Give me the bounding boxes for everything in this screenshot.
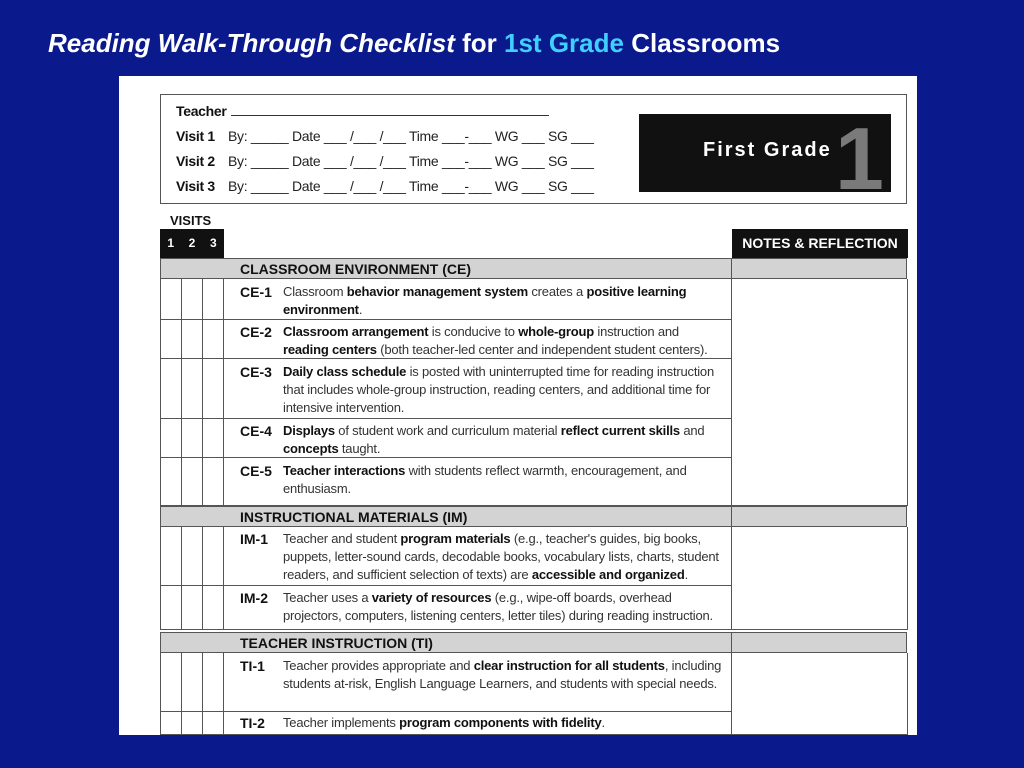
- visit-columns-header: [160, 229, 224, 258]
- first-grade-badge: [639, 109, 891, 208]
- visits-label: VISITS: [170, 213, 212, 228]
- item-description: Classroom behavior management system creates a positive learning environment.: [283, 284, 687, 317]
- slide-title: [48, 28, 780, 59]
- visit-fields-3: By: _____ Date ___ /___ /___ Time ___-___ WG ___ SG ___: [228, 178, 594, 194]
- title-part-2: for: [454, 28, 505, 58]
- title-part-4: Classrooms: [623, 28, 781, 58]
- section-label-ti: TEACHER INSTRUCTION (TI): [240, 635, 433, 651]
- notes-cell-ti[interactable]: [731, 653, 908, 735]
- visit-label-3: Visit 3: [176, 178, 215, 194]
- item-code: TI-2: [240, 715, 265, 731]
- item-code: CE-5: [240, 463, 272, 479]
- item-code: TI-1: [240, 658, 265, 674]
- item-description: Displays of student work and curriculum material reflect current skills and concepts taught.: [283, 423, 705, 456]
- visit-col-1: 1: [167, 236, 174, 250]
- visit-label-2: Visit 2: [176, 153, 215, 169]
- table-row: [160, 586, 732, 630]
- section-header-im: [160, 506, 907, 527]
- badge-number: 1: [835, 109, 884, 208]
- item-code: IM-1: [240, 531, 268, 547]
- visit-row-1: [176, 128, 594, 144]
- item-description: Teacher and student program materials (e.g., teacher's guides, big books, puppets, letter-sound cards, decodable books, vocabulary lists, charts, student readers, and sufficient selection of texts) are accessible and organized.: [283, 531, 719, 582]
- item-code: CE-2: [240, 324, 272, 340]
- table-row: [160, 419, 732, 458]
- table-row: [160, 653, 732, 712]
- item-description: Daily class schedule is posted with uninterrupted time for reading instruction that includes whole-group instruction, reading centers, and additional time for intensive intervention.: [283, 364, 714, 415]
- table-row: [160, 712, 732, 735]
- item-code: CE-4: [240, 423, 272, 439]
- visit-fields-2: By: _____ Date ___ /___ /___ Time ___-___ WG ___ SG ___: [228, 153, 594, 169]
- item-description: Teacher provides appropriate and clear instruction for all students, including students at-risk, English Language Learners, and students with special needs.: [283, 658, 722, 691]
- visit-fields-1: By: _____ Date ___ /___ /___ Time ___-___ WG ___ SG ___: [228, 128, 594, 144]
- table-row: [160, 320, 732, 359]
- item-code: IM-2: [240, 590, 268, 606]
- visit-row-3: [176, 178, 594, 194]
- table-row: [160, 359, 732, 419]
- teacher-line: [231, 103, 549, 116]
- badge-text: First Grade: [703, 139, 832, 161]
- table-row: [160, 527, 732, 586]
- item-description: Teacher interactions with students reflect warmth, encouragement, and enthusiasm.: [283, 463, 687, 496]
- item-code: CE-3: [240, 364, 272, 380]
- title-grade: 1st Grade: [504, 28, 624, 58]
- checklist-document: [119, 76, 917, 735]
- item-code: CE-1: [240, 284, 272, 300]
- visit-row-2: [176, 153, 594, 169]
- title-part-1: Reading Walk-Through Checklist: [48, 28, 455, 58]
- item-description: Classroom arrangement is conducive to whole-group instruction and reading centers (both teacher-led center and independent student centers).: [283, 324, 708, 357]
- teacher-label: Teacher: [176, 103, 227, 119]
- section-label-ce: CLASSROOM ENVIRONMENT (CE): [240, 261, 471, 277]
- visit-col-2: 2: [188, 236, 196, 250]
- notes-header: NOTES & REFLECTION: [732, 229, 908, 258]
- visit-label-1: Visit 1: [176, 128, 215, 144]
- item-description: Teacher implements program components with fidelity.: [283, 715, 605, 730]
- table-row: [160, 458, 732, 506]
- section-header-ce: [160, 258, 907, 279]
- notes-cell-im[interactable]: [731, 527, 908, 630]
- table-row: [160, 279, 732, 320]
- teacher-row: [176, 103, 549, 119]
- section-label-im: INSTRUCTIONAL MATERIALS (IM): [240, 509, 468, 525]
- item-description: Teacher uses a variety of resources (e.g., wipe-off boards, overhead projectors, computers, listening centers, letter tiles) during reading instruction.: [283, 590, 713, 623]
- notes-cell-ce[interactable]: [731, 279, 908, 506]
- visit-col-3: 3: [209, 236, 217, 250]
- section-header-ti: [160, 632, 907, 653]
